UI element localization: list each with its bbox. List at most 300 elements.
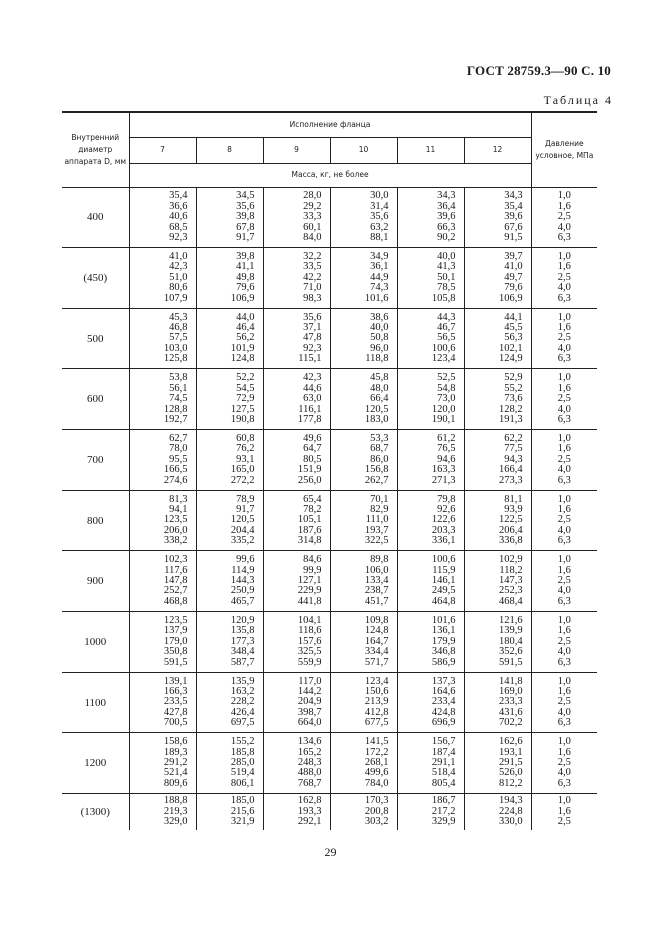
mass-value: 66,4 (370, 393, 389, 405)
mass-value: 52,9 (504, 372, 523, 384)
pressure-value: 1,6 (557, 261, 571, 273)
pressure-value: 2,5 (557, 696, 571, 708)
mass-value: 96,0 (370, 342, 389, 354)
mass-cell (397, 308, 464, 369)
mass-value: 137,9 (163, 625, 188, 637)
mass-value: 39,7 (504, 250, 523, 262)
mass-value: 41,3 (437, 261, 456, 273)
pressure-value: 1,6 (557, 443, 571, 455)
mass-value: 321,9 (230, 816, 255, 828)
pressure-value: 4,0 (557, 464, 571, 476)
mass-cell (330, 794, 397, 830)
mass-value: 78,9 (236, 493, 255, 505)
mass-value: 204,4 (230, 524, 255, 536)
mass-value: 206,0 (163, 524, 188, 536)
mass-value: 51,0 (169, 271, 188, 283)
mass-cell (196, 308, 263, 369)
mass-value: 164,6 (431, 685, 456, 697)
pressure-cell (531, 612, 597, 673)
mass-value: 118,8 (365, 353, 389, 365)
mass-value: 80,6 (169, 282, 188, 294)
mass-cell (263, 490, 330, 551)
mass-cell (464, 612, 531, 673)
mass-cell (196, 187, 263, 248)
mass-value: 314,8 (297, 535, 322, 547)
mass-cell (464, 551, 531, 612)
mass-value: 34,3 (437, 190, 456, 202)
mass-value: 146,1 (431, 575, 456, 587)
pressure-value: 4,0 (557, 282, 571, 294)
mass-value: 73,0 (437, 393, 456, 405)
mass-cell (330, 551, 397, 612)
mass-value: 224,8 (498, 805, 523, 817)
mass-cell (129, 187, 196, 248)
mass-value: 697,5 (230, 717, 255, 729)
mass-value: 40,0 (437, 250, 456, 262)
mass-value: 336,8 (498, 535, 523, 547)
mass-value: 137,3 (431, 675, 456, 687)
mass-value: 44,1 (504, 311, 523, 323)
pressure-value: 1,0 (557, 190, 571, 202)
mass-value: 122,6 (431, 514, 456, 526)
mass-value: 164,7 (364, 635, 389, 647)
mass-value: 35,4 (169, 190, 188, 202)
mass-value: 39,8 (236, 211, 255, 223)
mass-value: 170,3 (364, 795, 389, 807)
mass-cell (129, 490, 196, 551)
pressure-value: 1,6 (557, 200, 571, 212)
mass-value: 33,5 (303, 261, 322, 273)
table-row (62, 308, 597, 369)
pressure-value: 4,0 (557, 706, 571, 718)
mass-value: 71,0 (303, 282, 322, 294)
mass-value: 135,8 (230, 625, 255, 637)
mass-value: 53,3 (370, 432, 389, 444)
mass-value: 156,8 (364, 464, 389, 476)
mass-value: 193,3 (297, 805, 322, 817)
mass-value: 91,5 (504, 231, 523, 243)
mass-value: 136,1 (431, 625, 456, 637)
mass-value: 56,3 (504, 332, 523, 344)
mass-value: 118,2 (499, 564, 523, 576)
mass-value: 35,4 (504, 200, 523, 212)
mass-value: 127,1 (297, 575, 322, 587)
mass-value: 36,4 (437, 200, 456, 212)
mass-cell (129, 308, 196, 369)
mass-value: 292,1 (297, 816, 322, 828)
mass-value: 31,4 (370, 200, 389, 212)
mass-value: 139,1 (163, 675, 188, 687)
mass-value: 190,8 (230, 413, 255, 425)
mass-cell (464, 733, 531, 794)
pressure-value: 1,0 (557, 795, 571, 807)
mass-value: 203,3 (431, 524, 456, 536)
mass-cell (196, 430, 263, 491)
mass-cell (263, 733, 330, 794)
mass-cell (196, 551, 263, 612)
mass-value: 303,2 (364, 816, 389, 828)
mass-value: 49,7 (504, 271, 523, 283)
mass-value: 125,8 (163, 353, 188, 365)
mass-value: 250,9 (230, 585, 255, 597)
mass-value: 559,9 (297, 656, 322, 668)
mass-cell (397, 430, 464, 491)
mass-value: 179,0 (163, 635, 188, 647)
mass-value: 194,3 (498, 795, 523, 807)
mass-cell (196, 369, 263, 430)
mass-cell (397, 612, 464, 673)
mass-value: 352,6 (498, 646, 523, 658)
table-row (62, 248, 597, 309)
pressure-value: 1,0 (557, 250, 571, 262)
mass-value: 82,9 (370, 504, 389, 515)
mass-header: Масса, кг, не более (129, 163, 531, 187)
mass-value: 52,2 (236, 372, 255, 384)
mass-value: 204,9 (297, 696, 322, 708)
mass-value: 700,5 (163, 717, 188, 729)
mass-value: 696,9 (431, 717, 456, 729)
mass-value: 92,6 (437, 504, 456, 515)
mass-value: 35,6 (303, 311, 322, 323)
pressure-value: 4,0 (557, 403, 571, 415)
mass-value: 63,2 (370, 221, 389, 233)
mass-cell (464, 187, 531, 248)
mass-value: 768,7 (297, 777, 322, 789)
table-row (62, 794, 597, 830)
pressure-value: 6,3 (557, 595, 571, 607)
mass-value: 88,1 (370, 231, 389, 243)
mass-value: 291,1 (431, 757, 456, 769)
mass-cell (330, 612, 397, 673)
mass-value: 127,5 (230, 403, 255, 415)
pressure-value: 1,0 (557, 554, 571, 566)
mass-value: 44,9 (370, 271, 389, 283)
mass-value: 162,6 (498, 736, 523, 748)
mass-value: 93,1 (236, 453, 255, 465)
mass-cell (464, 672, 531, 733)
mass-value: 120,5 (230, 514, 255, 526)
mass-cell (330, 369, 397, 430)
mass-value: 591,5 (498, 656, 523, 668)
mass-value: 144,3 (230, 575, 255, 587)
mass-value: 100,6 (431, 342, 456, 354)
execution-header: Исполнение фланца (129, 112, 531, 137)
mass-value: 180,4 (498, 635, 523, 647)
pressure-value: 2,5 (557, 453, 571, 465)
mass-value: 106,9 (498, 292, 523, 304)
pressure-value: 2,5 (557, 514, 571, 526)
mass-value: 398,7 (297, 706, 322, 718)
pressure-value: 6,3 (557, 231, 571, 243)
pressure-value: 6,3 (557, 717, 571, 729)
mass-value: 115,1 (298, 353, 322, 365)
mass-value: 32,2 (303, 250, 322, 262)
diameter-cell: 1200 (62, 733, 129, 794)
page-header: ГОСТ 28759.3—90 С. 10 (466, 63, 611, 78)
diameter-cell: (450) (62, 248, 129, 309)
table-caption: Таблица 4 (543, 93, 613, 107)
mass-value: 56,2 (236, 332, 255, 344)
diameter-cell: 700 (62, 430, 129, 491)
mass-value: 102,1 (498, 342, 523, 354)
mass-value: 102,9 (498, 554, 523, 566)
mass-value: 330,0 (498, 816, 523, 828)
diameter-cell: 1000 (62, 612, 129, 673)
mass-value: 165,0 (230, 464, 255, 476)
mass-value: 78,0 (169, 443, 188, 455)
mass-value: 526,0 (498, 767, 523, 779)
mass-value: 133,4 (364, 575, 389, 587)
mass-value: 163,2 (230, 685, 255, 697)
mass-value: 163,3 (431, 464, 456, 476)
diameter-cell: 800 (62, 490, 129, 551)
mass-value: 274,6 (163, 474, 188, 486)
mass-value: 35,6 (236, 200, 255, 212)
mass-value: 158,6 (163, 736, 188, 748)
mass-value: 229,9 (297, 585, 322, 597)
mass-cell (330, 308, 397, 369)
mass-value: 39,8 (236, 250, 255, 262)
mass-value: 92,3 (169, 231, 188, 243)
mass-cell (464, 490, 531, 551)
mass-cell (263, 551, 330, 612)
mass-cell (129, 794, 196, 830)
mass-cell (196, 672, 263, 733)
mass-value: 68,7 (370, 443, 389, 455)
mass-value: 587,7 (230, 656, 255, 668)
mass-value: 33,3 (303, 211, 322, 223)
mass-value: 123,5 (163, 614, 188, 626)
mass-cell (196, 248, 263, 309)
mass-value: 64,7 (303, 443, 322, 455)
mass-cell (129, 733, 196, 794)
mass-value: 80,5 (303, 453, 322, 465)
pressure-cell (531, 248, 597, 309)
pressure-value: 2,5 (557, 635, 571, 647)
mass-value: 329,9 (431, 816, 456, 828)
mass-value: 191,3 (498, 413, 523, 425)
pressure-value: 4,0 (557, 585, 571, 597)
mass-value: 92,3 (303, 342, 322, 354)
mass-value: 141,5 (364, 736, 389, 748)
mass-value: 109,8 (364, 614, 389, 626)
mass-value: 84,6 (303, 554, 322, 566)
mass-value: 451,7 (364, 595, 389, 607)
mass-value: 39,6 (504, 211, 523, 223)
pressure-cell (531, 672, 597, 733)
mass-value: 44,0 (236, 311, 255, 323)
pressure-value: 1,6 (557, 746, 571, 758)
mass-value: 60,8 (236, 432, 255, 444)
mass-cell (196, 490, 263, 551)
mass-value: 124,8 (230, 353, 255, 365)
mass-value: 45,5 (504, 322, 523, 334)
mass-value: 350,8 (163, 646, 188, 658)
mass-cell (263, 369, 330, 430)
mass-value: 117,0 (298, 675, 322, 687)
mass-value: 44,3 (437, 311, 456, 323)
mass-value: 99,6 (236, 554, 255, 566)
mass-value: 42,2 (303, 271, 322, 283)
mass-value: 90,2 (437, 231, 456, 243)
pressure-cell (531, 369, 597, 430)
mass-value: 233,5 (163, 696, 188, 708)
mass-value: 334,4 (364, 646, 389, 658)
mass-value: 52,5 (437, 372, 456, 384)
mass-cell (263, 794, 330, 830)
mass-value: 65,4 (303, 493, 322, 505)
execution-number: 11 (397, 137, 464, 163)
mass-value: 72,9 (236, 393, 255, 405)
mass-value: 177,3 (230, 635, 255, 647)
mass-cell (330, 248, 397, 309)
mass-value: 128,2 (498, 403, 523, 415)
mass-value: 41,0 (169, 250, 188, 262)
mass-value: 53,8 (169, 372, 188, 384)
mass-cell (397, 490, 464, 551)
mass-value: 107,9 (163, 292, 188, 304)
mass-value: 784,0 (364, 777, 389, 789)
mass-value: 348,4 (230, 646, 255, 658)
mass-value: 74,5 (169, 393, 188, 405)
mass-value: 42,3 (169, 261, 188, 273)
pressure-value: 2,5 (557, 575, 571, 587)
mass-value: 464,8 (431, 595, 456, 607)
pressure-value: 6,3 (557, 656, 571, 668)
mass-value: 91,7 (236, 504, 255, 515)
mass-value: 99,9 (303, 564, 322, 576)
mass-cell (464, 430, 531, 491)
pressure-value: 4,0 (557, 342, 571, 354)
pressure-cell (531, 430, 597, 491)
pressure-value: 6,3 (557, 535, 571, 547)
mass-value: 166,4 (498, 464, 523, 476)
pressure-value: 2,5 (557, 393, 571, 405)
mass-value: 68,5 (169, 221, 188, 233)
pressure-value: 2,5 (557, 271, 571, 283)
pressure-value: 1,0 (557, 372, 571, 384)
mass-value: 30,0 (370, 190, 389, 202)
mass-value: 238,7 (364, 585, 389, 597)
execution-number: 7 (129, 137, 196, 163)
mass-value: 273,3 (498, 474, 523, 486)
mass-cell (397, 672, 464, 733)
pressure-header: Давление условное, МПа (531, 112, 597, 187)
mass-value: 151,9 (297, 464, 322, 476)
mass-value: 424,8 (431, 706, 456, 718)
mass-value: 117,6 (164, 564, 188, 576)
table-row (62, 369, 597, 430)
mass-value: 120,9 (230, 614, 255, 626)
mass-value: 256,0 (297, 474, 322, 486)
mass-value: 46,7 (437, 322, 456, 334)
mass-value: 62,2 (504, 432, 523, 444)
mass-value: 285,0 (230, 757, 255, 769)
pressure-value: 6,3 (557, 474, 571, 486)
mass-value: 120,5 (364, 403, 389, 415)
pressure-cell (531, 551, 597, 612)
mass-value: 338,2 (163, 535, 188, 547)
mass-value: 335,2 (230, 535, 255, 547)
mass-value: 441,8 (297, 595, 322, 607)
mass-value: 809,6 (163, 777, 188, 789)
pressure-cell (531, 794, 597, 830)
pressure-cell (531, 490, 597, 551)
mass-value: 70,1 (370, 493, 389, 505)
mass-cell (129, 551, 196, 612)
mass-value: 120,0 (431, 403, 456, 415)
mass-value: 185,0 (230, 795, 255, 807)
mass-value: 262,7 (364, 474, 389, 486)
mass-value: 219,3 (163, 805, 188, 817)
mass-value: 91,7 (236, 231, 255, 243)
pressure-value: 1,6 (557, 564, 571, 576)
pressure-value: 6,3 (557, 292, 571, 304)
mass-value: 144,2 (297, 685, 322, 697)
mass-value: 812,2 (498, 777, 523, 789)
pressure-cell (531, 308, 597, 369)
mass-cell (129, 612, 196, 673)
table-row (62, 551, 597, 612)
mass-value: 519,4 (230, 767, 255, 779)
mass-value: 121,6 (498, 614, 523, 626)
mass-cell (263, 430, 330, 491)
execution-number: 8 (196, 137, 263, 163)
mass-value: 135,9 (230, 675, 255, 687)
mass-value: 56,1 (169, 382, 188, 394)
mass-cell (263, 612, 330, 673)
mass-value: 155,2 (230, 736, 255, 748)
mass-value: 141,8 (498, 675, 523, 687)
mass-value: 105,1 (297, 514, 322, 526)
mass-cell (263, 187, 330, 248)
mass-value: 805,4 (431, 777, 456, 789)
mass-value: 36,6 (169, 200, 188, 212)
mass-value: 34,5 (236, 190, 255, 202)
execution-number: 12 (464, 137, 531, 163)
mass-value: 101,6 (364, 292, 389, 304)
mass-cell (397, 733, 464, 794)
mass-value: 156,7 (431, 736, 456, 748)
mass-cell (129, 430, 196, 491)
mass-value: 206,4 (498, 524, 523, 536)
diameter-cell: 400 (62, 187, 129, 248)
diameter-cell: 500 (62, 308, 129, 369)
mass-value: 79,8 (437, 493, 456, 505)
mass-value: 47,8 (303, 332, 322, 344)
mass-value: 103,0 (163, 342, 188, 354)
mass-value: 50,1 (437, 271, 456, 283)
mass-value: 78,5 (437, 282, 456, 294)
mass-value: 213,9 (364, 696, 389, 708)
mass-value: 139,9 (498, 625, 523, 637)
mass-cell (129, 369, 196, 430)
mass-value: 468,8 (163, 595, 188, 607)
mass-value: 61,2 (437, 432, 456, 444)
pressure-value: 4,0 (557, 221, 571, 233)
mass-value: 228,2 (230, 696, 255, 708)
mass-value: 79,6 (504, 282, 523, 294)
page-number: 29 (324, 845, 337, 859)
mass-value: 45,3 (169, 311, 188, 323)
mass-value: 48,0 (370, 382, 389, 394)
mass-value: 35,6 (370, 211, 389, 223)
execution-number: 9 (263, 137, 330, 163)
mass-value: 431,6 (498, 706, 523, 718)
mass-value: 187,4 (431, 746, 456, 758)
pressure-value: 1,0 (557, 311, 571, 323)
mass-value: 325,5 (297, 646, 322, 658)
